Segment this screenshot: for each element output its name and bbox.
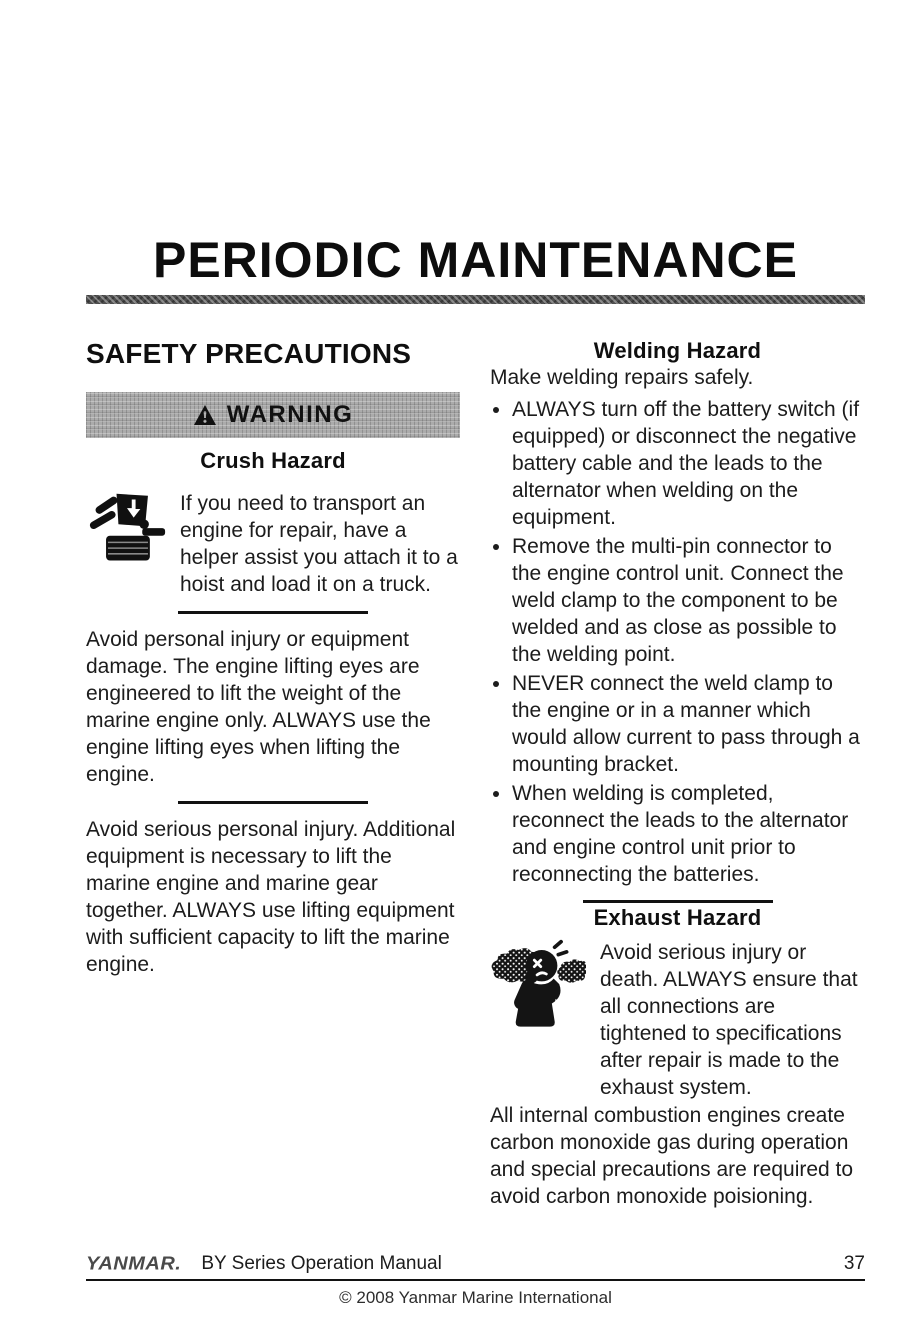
- crush-paragraph-1: If you need to transport an engine for repair, have a helper assist you attach it to a hoist and load it on a truck.: [180, 491, 458, 596]
- yanmar-logo: YANMAR.: [86, 1253, 182, 1275]
- right-column: [490, 338, 865, 1210]
- divider: [178, 611, 368, 614]
- two-column-body: [0, 304, 910, 1210]
- crush-paragraph-2: Avoid personal injury or equipment damage. The engine lifting eyes are engineered to lift the weight of the marine engine only. ALWAYS use the engine lifting eyes when lifting the engine.: [86, 627, 431, 786]
- divider: [178, 801, 368, 804]
- page-footer: [86, 1252, 865, 1308]
- exhaust-paragraph-1: Avoid serious injury or death. ALWAYS ensure that all connections are tightened to specifications after repair is made to the exhaust system.: [600, 940, 858, 1099]
- crush-hazard-block: [86, 490, 460, 598]
- welding-bullet-list: [490, 396, 865, 888]
- page-number: 37: [843, 1253, 865, 1274]
- welding-bullet: • ALWAYS turn off the battery switch (if equipped) or disconnect the negative battery cable and the leads to the alternator when welding on the equipment.: [512, 396, 865, 531]
- title-underline: [86, 295, 865, 304]
- divider: [583, 900, 773, 903]
- welding-hazard-heading: Welding Hazard: [593, 337, 762, 363]
- safety-precautions-heading: SAFETY PRECAUTIONS: [86, 337, 412, 369]
- warning-label: WARNING: [226, 400, 354, 428]
- exhaust-hazard-block: [490, 939, 865, 1101]
- copyright-line: © 2008 Yanmar Marine International: [339, 1288, 612, 1307]
- welding-bullet: • Remove the multi-pin connector to the engine control unit. Connect the weld clamp to the component to be welded and as close as possible to the welding point.: [512, 533, 865, 668]
- exhaust-paragraph-2: All internal combustion engines create carbon monoxide gas during operation and special precautions are required to avoid carbon monoxide poisioning.: [490, 1103, 854, 1208]
- footer-row: [86, 1252, 865, 1275]
- exhaust-fumes-pictogram-icon: [490, 939, 586, 1038]
- welding-bullet: • When welding is completed, reconnect the leads to the alternator and engine control unit prior to reconnecting the batteries.: [512, 780, 865, 888]
- welding-intro: Make welding repairs safely.: [490, 365, 754, 389]
- left-column: [86, 338, 460, 978]
- manual-title: BY Series Operation Manual: [201, 1253, 442, 1274]
- footer-rule: [86, 1279, 865, 1281]
- crush-paragraph-3: Avoid serious personal injury. Additional equipment is necessary to lift the marine engine and marine gear together. ALWAYS use lifting equipment with sufficient capacity to lift the marine engine.: [86, 817, 456, 976]
- crush-hazard-heading: Crush Hazard: [200, 447, 346, 473]
- page-title: PERIODIC MAINTENANCE: [152, 232, 799, 288]
- welding-bullet: • NEVER connect the weld clamp to the engine or in a manner which would allow current to pass through a mounting bracket.: [512, 670, 865, 778]
- page-header: [0, 0, 910, 304]
- crush-hazard-pictogram-icon: [86, 490, 168, 575]
- exhaust-hazard-heading: Exhaust Hazard: [593, 904, 762, 930]
- warning-banner: [86, 392, 460, 438]
- warning-triangle-icon: [193, 404, 217, 426]
